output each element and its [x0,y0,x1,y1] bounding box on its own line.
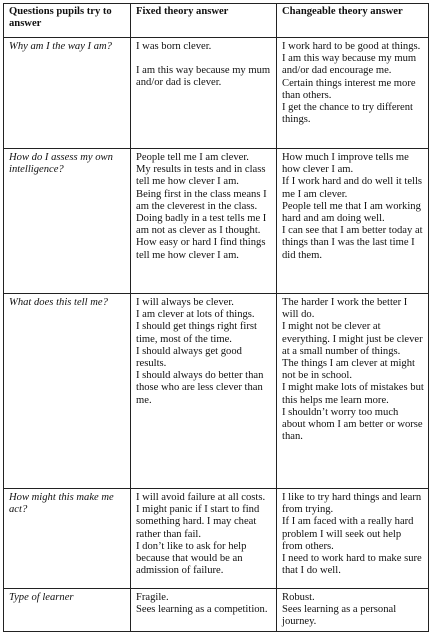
question-cell: Why am I the way I am? [4,38,131,149]
fixed-answer-line: Sees learning as a competition. [136,604,268,616]
changeable-answer-line: I am this way because my mum and/or dad encourage me. [282,53,417,77]
question-cell: How do I assess my own intelligence? [4,149,131,294]
table-row [4,589,429,632]
fixed-answer-line: I was born clever. [136,41,212,52]
changeable-answer-line: I can see that I am better today at things than I was the last time I did them. [282,225,423,261]
question-cell: What does this tell me? [4,294,131,489]
changeable-answer-line: I shouldn’t worry too much about whom I am better or worse than. [282,406,423,443]
table-row [4,38,429,149]
paragraph-gap [136,53,272,65]
changeable-answer-line: If I work hard and do well it tells me I am clever. [282,176,423,200]
changeable-answer-cell [277,149,429,294]
changeable-answer-line: Certain things interest me more than others. [282,77,416,101]
question-cell: Type of learner [4,589,131,632]
header-row [4,4,429,38]
changeable-answer-line: I like to try hard things and learn from trying. [282,492,422,516]
fixed-answer-cell [131,38,277,149]
changeable-answer-line: Robust. [282,592,315,603]
changeable-answer-cell [277,294,429,489]
changeable-answer-line: I might make lots of mistakes but this helps me learn more. [282,382,424,406]
changeable-answer-cell [277,589,429,632]
changeable-answer-line: I get the chance to try different things. [282,102,413,126]
header-fixed-theory: Fixed theory answer [131,4,277,38]
header-questions: Questions pupils try to answer [4,4,131,38]
fixed-answer-line: People tell me I am clever. [136,152,249,163]
fixed-answer-line: I should always do better than those who are less clever than me. [136,370,264,406]
fixed-answer-line: I don’t like to ask for help because that would be an admission of failure. [136,540,247,577]
table-row [4,149,429,294]
header-changeable-theory: Changeable theory answer [277,4,429,38]
fixed-answer-cell [131,149,277,294]
changeable-answer-line: If I am faced with a really hard problem I will seek out help from others. [282,516,414,552]
fixed-answer-line: Fragile. [136,592,169,603]
changeable-answer-line: How much I improve tells me how clever I am. [282,152,409,176]
changeable-answer-line: The harder I work the better I will do. [282,297,408,321]
fixed-answer-line: I might panic if I start to find something hard. I may cheat rather than fail. [136,504,260,540]
fixed-answer-line: I will always be clever. [136,297,234,308]
fixed-answer-line: Being first in the class means I am the cleverest in the class. [136,188,267,212]
theory-comparison-table [3,3,429,632]
changeable-answer-cell [277,38,429,149]
fixed-answer-cell [131,489,277,589]
changeable-answer-cell [277,489,429,589]
changeable-answer-line: Sees learning as a personal journey. [282,604,397,628]
fixed-answer-line: How easy or hard I find things tell me how clever I am. [136,237,266,261]
fixed-answer-line: I should get things right first time, most of the time. [136,321,257,345]
fixed-answer-cell [131,589,277,632]
changeable-answer-line: The things I am clever at might not be in school. [282,358,415,382]
fixed-answer-line: I am clever at lots of things. [136,309,255,321]
changeable-answer-line: I need to work hard to make sure that I do well. [282,553,422,577]
fixed-answer-line: Doing badly in a test tells me I am not as clever as I thought. [136,213,267,237]
question-cell: How might this make me act? [4,489,131,589]
changeable-answer-line: I work hard to be good at things. [282,41,421,52]
fixed-answer-cell [131,294,277,489]
fixed-answer-line: I am this way because my mum and/or dad is clever. [136,65,271,89]
table-row [4,489,429,589]
fixed-answer-line: I should always get good results. [136,345,242,370]
changeable-answer-line: I might not be clever at everything. I might just be clever at a small number of things. [282,321,423,357]
fixed-answer-line: I will avoid failure at all costs. [136,492,266,503]
fixed-answer-line: My results in tests and in class tell me how clever I am. [136,164,266,188]
table-row [4,294,429,489]
changeable-answer-line: People tell me that I am working hard and am doing well. [282,200,421,225]
